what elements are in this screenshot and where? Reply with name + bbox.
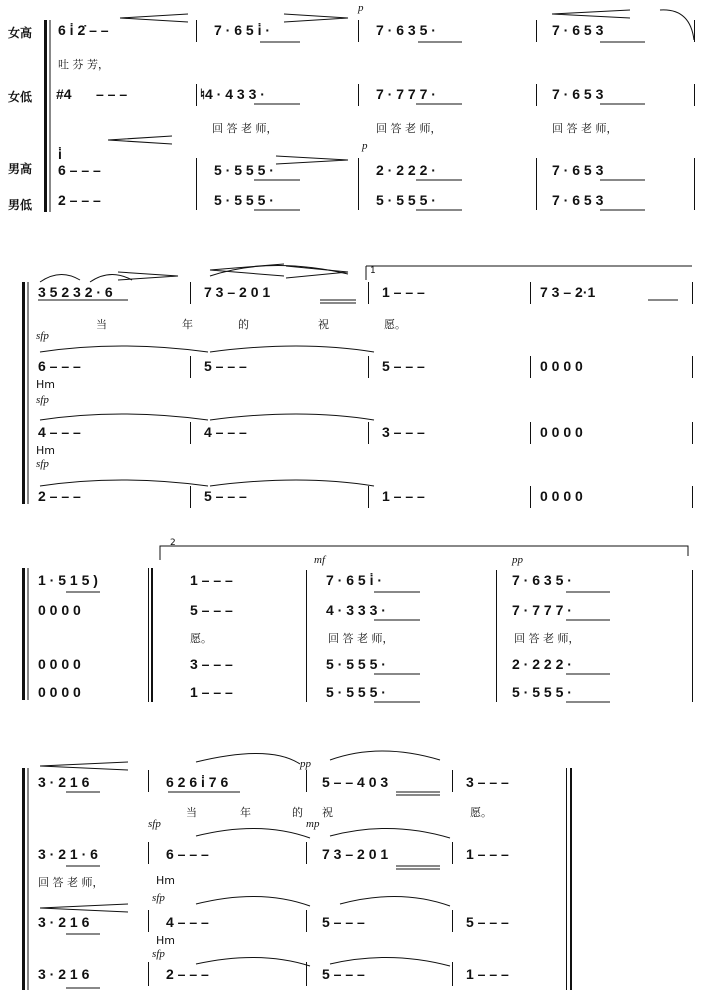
barline: [530, 356, 531, 378]
hum-marking: Hm: [36, 378, 55, 391]
barline: [190, 356, 191, 378]
barline: [358, 84, 359, 106]
measure: 5 – – –: [204, 358, 247, 374]
measure: 4 – – –: [166, 914, 209, 930]
barline: [452, 770, 453, 792]
barline: [358, 20, 359, 42]
dynamic-mp: mp: [306, 818, 320, 830]
measure: 7 3 – 2·1: [540, 284, 596, 300]
lyric: 当: [96, 318, 107, 331]
lyric: 回 答 老 师，: [38, 876, 104, 889]
lyric: 愿。: [470, 806, 492, 819]
barline: [190, 422, 191, 444]
dynamic-sfp: sfp: [36, 394, 49, 406]
barline: [368, 282, 369, 304]
measure: 2 · 2 2 2 ·: [376, 162, 436, 178]
lyric: 吐 芬 芳，: [58, 58, 109, 71]
barline: [694, 158, 695, 210]
tenor-top-note: i̇: [58, 146, 62, 162]
lyric: 祝: [322, 806, 333, 819]
dynamic-p: p: [358, 2, 364, 14]
barline: [530, 486, 531, 508]
key-signature: #4: [56, 86, 72, 102]
measure: 5 – – 4 0 3: [322, 774, 389, 790]
dynamic-sfp: sfp: [152, 892, 165, 904]
barline: [692, 282, 693, 304]
measure: 7 · 6 5 3: [552, 86, 604, 102]
label-tenor: 男高: [8, 162, 33, 176]
measure: 5 – – –: [190, 602, 233, 618]
barline: [452, 910, 453, 932]
lyric: 回 答 老 师，: [376, 122, 442, 135]
volta-number: 2: [170, 538, 176, 548]
dynamic-sfp: sfp: [36, 458, 49, 470]
lyric: 的: [292, 806, 303, 819]
measure: 0 0 0 0: [38, 684, 81, 700]
measure: 6 – – –: [166, 846, 209, 862]
barline: [306, 770, 307, 792]
barline: [148, 910, 149, 932]
barline: [358, 158, 359, 210]
lyric: 愿。: [384, 318, 406, 331]
measure: 5 – – –: [322, 914, 365, 930]
lyric: 的: [238, 318, 249, 331]
barline: [530, 422, 531, 444]
barline: [530, 282, 531, 304]
hum-marking: Hm: [156, 874, 175, 887]
barline: [536, 84, 537, 106]
measure: – – –: [96, 86, 128, 102]
label-bass: 男低: [8, 198, 33, 212]
measure: 6 – – –: [38, 358, 81, 374]
barline: [368, 486, 369, 508]
barline: [306, 842, 307, 864]
measure: 1 – – –: [190, 684, 233, 700]
measure: 4 – – –: [38, 424, 81, 440]
lyric: 当: [186, 806, 197, 819]
measure: 7 3 – 2 0 1: [322, 846, 389, 862]
barline: [196, 84, 197, 106]
measure: 2 – – –: [38, 488, 81, 504]
barline: [694, 20, 695, 42]
dynamic-mf: mf: [314, 554, 325, 566]
measure: 0 0 0 0: [540, 424, 583, 440]
lyric: 年: [240, 806, 251, 819]
barline: [452, 842, 453, 864]
measure: 1 – – –: [466, 966, 509, 982]
barline: [536, 158, 537, 210]
measure: 3 · 2 1 · 6: [38, 846, 98, 862]
measure: 5 · 5 5 5 ·: [512, 684, 572, 700]
measure: 5 – – –: [322, 966, 365, 982]
barline: [694, 84, 695, 106]
label-soprano: 女高: [8, 26, 33, 40]
volta-number: 1: [370, 266, 376, 276]
measure: 1 – – –: [190, 572, 233, 588]
dynamic-sfp: sfp: [148, 818, 161, 830]
lyric: 回 答 老 师，: [552, 122, 618, 135]
barline: [196, 158, 197, 210]
hum-marking: Hm: [156, 934, 175, 947]
final-barline: [570, 768, 572, 990]
measure: 5 · 5 5 5 ·: [326, 656, 386, 672]
measure: 6 2 6 i̇ 7 6: [166, 774, 229, 790]
measure: 5 · 5 5 5 ·: [214, 192, 274, 208]
measure: 5 – – –: [204, 488, 247, 504]
measure: 7 · 6 5 i̇ ·: [214, 22, 271, 38]
measure: 7 · 6 3 5 ·: [512, 572, 572, 588]
barline: [148, 962, 149, 986]
barline: [368, 356, 369, 378]
dynamic-pp: pp: [300, 758, 311, 770]
lyric: 愿。: [190, 632, 212, 645]
repeat-barline: [151, 568, 153, 702]
measure: 6 – – –: [58, 162, 101, 178]
barline: [692, 570, 693, 702]
measure: 0 0 0 0: [38, 602, 81, 618]
measure: 5 · 5 5 5 ·: [214, 162, 274, 178]
dynamic-pp: pp: [512, 554, 523, 566]
barline: [148, 568, 149, 702]
barline: [190, 282, 191, 304]
measure: 0 0 0 0: [540, 358, 583, 374]
measure: 0 0 0 0: [540, 488, 583, 504]
barline: [368, 422, 369, 444]
barline: [306, 962, 307, 986]
measure: 5 – – –: [382, 358, 425, 374]
barline: [496, 570, 497, 702]
barline: [148, 770, 149, 792]
measure: ♮4 · 4 3 3 ·: [200, 86, 265, 102]
measure: 5 · 5 5 5 ·: [326, 684, 386, 700]
measure: 3 · 2 1 6: [38, 914, 90, 930]
barline: [196, 20, 197, 42]
measure: 7 · 6 5 3: [552, 22, 604, 38]
lyric: 年: [182, 318, 193, 331]
measure: 2 – – –: [58, 192, 101, 208]
measure: 2 · 2 2 2 ·: [512, 656, 572, 672]
measure: 5 – – –: [466, 914, 509, 930]
barline: [452, 962, 453, 986]
dynamic-sfp: sfp: [36, 330, 49, 342]
measure: 7 3 – 2 0 1: [204, 284, 271, 300]
hum-marking: Hm: [36, 444, 55, 457]
measure: 5 · 5 5 5 ·: [376, 192, 436, 208]
measure: 1 · 5 1 5 ): [38, 572, 98, 588]
measure: 1 – – –: [382, 284, 425, 300]
barline: [566, 768, 567, 990]
dynamic-sfp: sfp: [152, 948, 165, 960]
lyric: 回 答 老 师，: [514, 632, 580, 645]
measure: 4 – – –: [204, 424, 247, 440]
measure: 1 – – –: [466, 846, 509, 862]
barline: [306, 910, 307, 932]
lyric: 回 答 老 师，: [212, 122, 278, 135]
barline: [536, 20, 537, 42]
measure: 2 – – –: [166, 966, 209, 982]
measure: 7 · 7 7 7 ·: [376, 86, 436, 102]
measure: 3 – – –: [466, 774, 509, 790]
measure: 7 · 6 5 3: [552, 192, 604, 208]
barline: [692, 422, 693, 444]
measure: 7 · 6 3 5 ·: [376, 22, 436, 38]
measure: 3 · 2 1 6: [38, 774, 90, 790]
lyric: 回 答 老 师，: [328, 632, 394, 645]
measure: 7 · 7 7 7 ·: [512, 602, 572, 618]
barline: [190, 486, 191, 508]
measure: 3 5 2 3 2 · 6: [38, 284, 113, 300]
measure: 3 · 2 1 6: [38, 966, 90, 982]
measure: 3 – – –: [382, 424, 425, 440]
measure: 4 · 3 3 3 ·: [326, 602, 386, 618]
barline: [692, 486, 693, 508]
measure: 1 – – –: [382, 488, 425, 504]
measure: 7 · 6 5 3: [552, 162, 604, 178]
barline: [148, 842, 149, 864]
label-alto: 女低: [8, 90, 33, 104]
barline: [692, 356, 693, 378]
measure: 6 i̇ 2̇ – –: [58, 22, 109, 38]
measure: 7 · 6 5 i̇ ·: [326, 572, 383, 588]
barline: [306, 570, 307, 702]
dynamic-p: p: [362, 140, 368, 152]
measure: 3 – – –: [190, 656, 233, 672]
measure: 0 0 0 0: [38, 656, 81, 672]
lyric: 祝: [318, 318, 329, 331]
